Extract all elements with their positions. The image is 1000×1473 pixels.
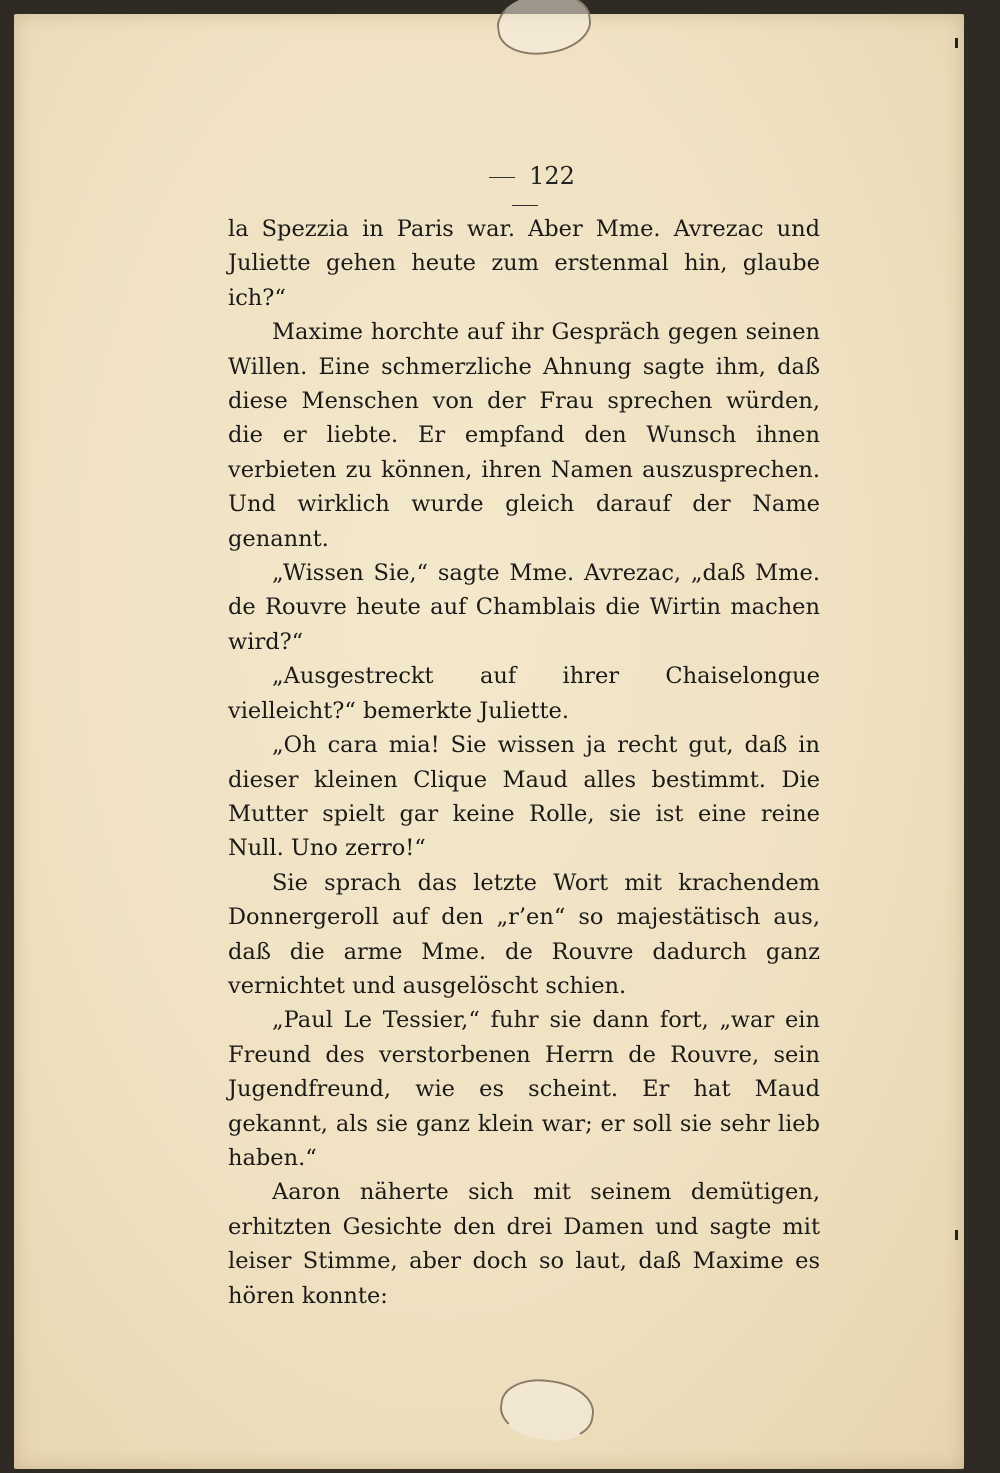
paragraph: „Ausgestreckt auf ihrer Chaiselongue vielleicht?“ bemerkte Juliette. xyxy=(228,663,820,724)
edge-mark xyxy=(955,1230,958,1240)
dash-right xyxy=(512,205,538,206)
page-number-header xyxy=(455,162,595,218)
dash-left xyxy=(489,177,515,178)
paragraph: la Spezzia in Paris war. Aber Mme. Avrezac und Juliette gehen heute zum erstenmal hin, glaube ich?“ xyxy=(228,216,820,311)
paragraph: Sie sprach das letzte Wort mit krachendem Donnergeroll auf den „r’en“ so majestätisch aus, daß die arme Mme. de Rouvre dadurch ganz vernichtet und ausgelöscht schien. xyxy=(228,869,820,999)
page-number: 122 xyxy=(529,162,575,190)
paragraph: „Oh cara mia! Sie wissen ja recht gut, daß in dieser kleinen Clique Maud alles bestimmt. Die Mutter spielt gar keine Rolle, sie ist eine reine Null. Uno zerro!“ xyxy=(228,732,820,862)
paragraph: „Wissen Sie,“ sagte Mme. Avrezac, „daß Mme. de Rouvre heute auf Chamblais die Wirtin machen wird?“ xyxy=(228,560,820,655)
body-text xyxy=(228,212,820,1313)
paragraph: Maxime horchte auf ihr Gespräch gegen seinen Willen. Eine schmerzliche Ahnung sagte ihm, daß diese Menschen von der Frau sprechen würden, die er liebte. Er empfand den Wunsch ihnen verbieten zu können, ihren Namen auszusprechen. Und wirklich wurde gleich darauf der Name genannt. xyxy=(228,319,820,552)
edge-mark xyxy=(955,38,958,48)
paragraph: Aaron näherte sich mit seinem demütigen, erhitzten Gesichte den drei Damen und sagte mit leiser Stimme, aber doch so laut, daß Maxime es hören konnte: xyxy=(228,1179,820,1309)
paragraph: „Paul Le Tessier,“ fuhr sie dann fort, „war ein Freund des verstorbenen Herrn de Rouvre, sein Jugendfreund, wie es scheint. Er hat Maud gekannt, als sie ganz klein war; er soll sie sehr lieb haben.“ xyxy=(228,1007,820,1171)
